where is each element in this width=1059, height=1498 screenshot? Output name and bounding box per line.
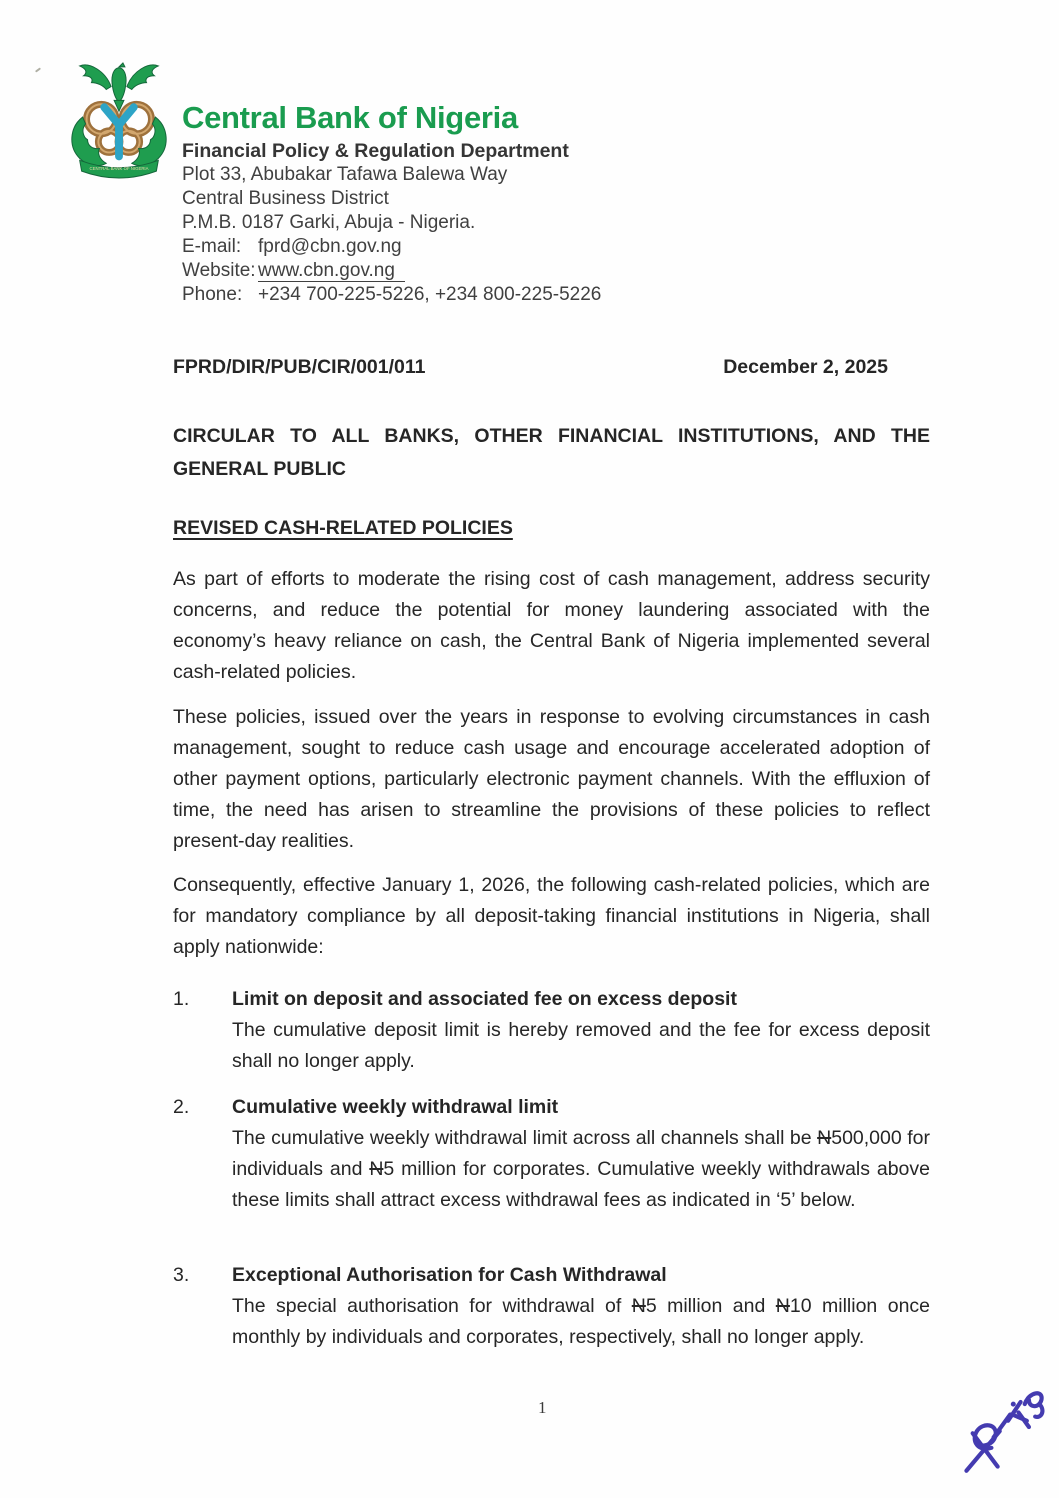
paragraph-3: Consequently, effective January 1, 2026, the following cash-related policies, which are for mandatory compliance by all deposit-taking financial institutions in Nigeria, shall apply nationwide:: [173, 874, 930, 958]
naira-symbol: N: [631, 1295, 646, 1317]
letterhead-text: [182, 56, 601, 307]
email-row: [182, 235, 601, 259]
item-1-content: [232, 984, 930, 1077]
paragraph-2: These policies, issued over the years in response to evolving circumstances in cash management, sought to reduce cash usage and encourage accelerated adoption of other payment options, particularly electronic payment channels. With the effluxion of time, the need has arisen to streamline the provisions of these policies to reflect present-day realities.: [173, 706, 930, 852]
bank-name: Central Bank of Nigeria: [182, 100, 518, 135]
naira-symbol: N: [817, 1127, 832, 1149]
letterhead: [60, 56, 601, 307]
naira-symbol: N: [369, 1158, 384, 1180]
address-line-2: Central Business District: [182, 187, 389, 209]
website-label: Website:: [182, 259, 256, 281]
page-number: 1: [538, 1398, 547, 1417]
item-1-number: 1.: [173, 988, 190, 1010]
letter-date: December 2, 2025: [723, 356, 888, 378]
naira-symbol: N: [775, 1295, 790, 1317]
logo-banner-text: CENTRAL BANK OF NIGERIA: [89, 166, 149, 172]
item-3-title: Exceptional Authorisation for Cash Withdrawal: [232, 1264, 667, 1286]
phone-label: Phone:: [182, 283, 243, 305]
website-value: www.cbn.gov.ng: [258, 260, 405, 282]
cbn-crest-icon: [60, 56, 178, 184]
address-line-1: Plot 33, Abubakar Tafawa Balewa Way: [182, 163, 508, 185]
item-2-content: [232, 1092, 930, 1216]
initial-signature-icon: [956, 1372, 1056, 1482]
item-2-body: The cumulative weekly withdrawal limit across all channels shall be N500,000 for individuals and N5 million for corporates. Cumulative weekly withdrawals above these limits shall attract excess withdrawal fees as indicated in ‘5’ below.: [232, 1127, 930, 1211]
department-name: Financial Policy & Regulation Department: [182, 139, 569, 162]
item-3-body: The special authorisation for withdrawal of N5 million and N10 million once monthly by individuals and corporates, respectively, shall no longer apply.: [232, 1295, 931, 1348]
email-value: fprd@cbn.gov.ng: [258, 235, 402, 257]
item-1-title: Limit on deposit and associated fee on excess deposit: [232, 988, 737, 1010]
list-item-1: [173, 984, 930, 1077]
phone-row: [182, 283, 601, 307]
reference-number: FPRD/DIR/PUB/CIR/001/011: [173, 356, 426, 378]
item-3-content: [232, 1260, 930, 1353]
addressee-line-2: GENERAL PUBLIC: [173, 458, 346, 480]
address-line-3: P.M.B. 0187 Garki, Abuja - Nigeria.: [182, 211, 476, 233]
item-2-number: 2.: [173, 1096, 190, 1118]
phone-value: +234 700-225-5226, +234 800-225-5226: [258, 283, 602, 305]
paragraph-1: As part of efforts to moderate the rising cost of cash management, address security concerns, and reduce the potential for money laundering associated with the economy’s heavy reliance on cash, the Central Bank of Nigeria implemented several cash-related policies.: [173, 568, 930, 683]
item-2-title: Cumulative weekly withdrawal limit: [232, 1096, 559, 1118]
website-row: [182, 259, 601, 283]
reference-row: [173, 352, 930, 383]
item-3-number: 3.: [173, 1264, 190, 1286]
subject-title: REVISED CASH-RELATED POLICIES: [173, 517, 513, 539]
addressee-line-1: CIRCULAR TO ALL BANKS, OTHER FINANCIAL INSTITUTIONS, AND THE: [173, 425, 930, 447]
list-item-2: [173, 1092, 930, 1216]
addressee-heading: [173, 420, 930, 486]
email-label: E-mail:: [182, 235, 242, 257]
item-1-body: The cumulative deposit limit is hereby removed and the fee for excess deposit shall no longer apply.: [232, 1019, 930, 1072]
scan-speck: [35, 67, 41, 72]
list-item-3: [173, 1260, 930, 1353]
